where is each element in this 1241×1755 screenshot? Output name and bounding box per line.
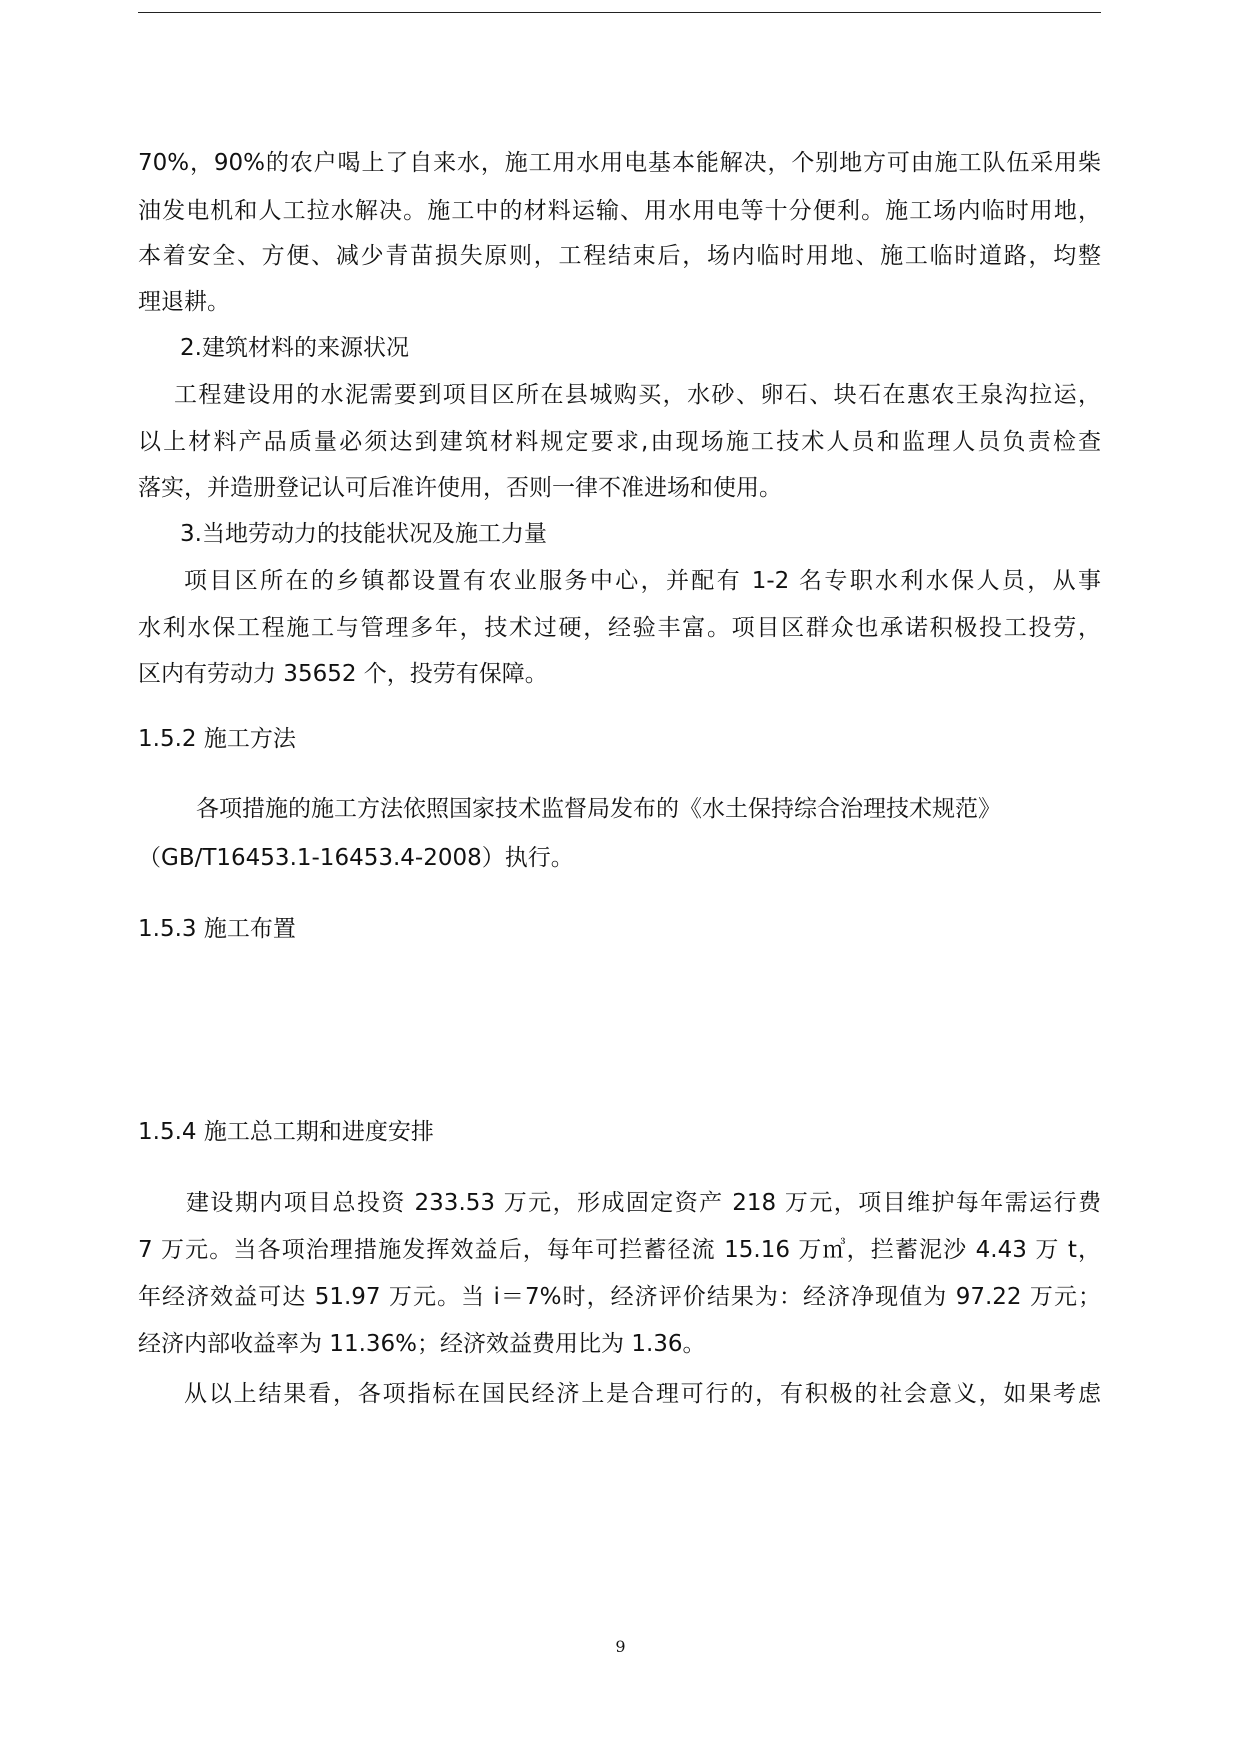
paragraph-line: 以上材料产品质量必须达到建筑材料规定要求,由现场施工技术人员和监理人员负责检查 xyxy=(138,429,1101,455)
paragraph-line: 工程建设用的水泥需要到项目区所在县城购买，水砂、卵石、块石在惠农王泉沟拉运， xyxy=(174,382,1101,408)
paragraph-line: （GB/T16453.1-16453.4-2008）执行。 xyxy=(138,845,574,871)
section-heading-1-5-2: 1.5.2 施工方法 xyxy=(138,726,296,752)
paragraph-line: 70%，90%的农户喝上了自来水，施工用水用电基本能解决，个别地方可由施工队伍采用柴 xyxy=(138,150,1101,176)
paragraph-line: 经济内部收益率为 11.36%；经济效益费用比为 1.36。 xyxy=(138,1331,706,1357)
paragraph-line: 建设期内项目总投资 233.53 万元，形成固定资产 218 万元，项目维护每年需运行费 xyxy=(186,1190,1101,1216)
paragraph-line: 水利水保工程施工与管理多年，技术过硬，经验丰富。项目区群众也承诺积极投工投劳， xyxy=(138,615,1101,641)
paragraph-line: 年经济效益可达 51.97 万元。当 i＝7%时，经济评价结果为：经济净现值为 97.22 万元； xyxy=(138,1284,1101,1310)
subheading-materials: 2.建筑材料的来源状况 xyxy=(180,335,409,361)
paragraph-line: 理退耕。 xyxy=(138,289,230,315)
page-number: 9 xyxy=(615,1637,626,1656)
paragraph-line: 项目区所在的乡镇都设置有农业服务中心，并配有 1-2 名专职水利水保人员，从事 xyxy=(184,568,1101,594)
section-heading-1-5-4: 1.5.4 施工总工期和进度安排 xyxy=(138,1119,434,1145)
paragraph-line: 区内有劳动力 35652 个，投劳有保障。 xyxy=(138,661,548,687)
paragraph-line: 7 万元。当各项治理措施发挥效益后，每年可拦蓄径流 15.16 万㎥，拦蓄泥沙 4.43 万 t， xyxy=(138,1237,1101,1263)
paragraph-line: 从以上结果看，各项指标在国民经济上是合理可行的，有积极的社会意义，如果考虑 xyxy=(184,1381,1101,1407)
subheading-labour: 3.当地劳动力的技能状况及施工力量 xyxy=(180,521,547,547)
paragraph-line: 本着安全、方便、减少青苗损失原则，工程结束后，场内临时用地、施工临时道路，均整 xyxy=(138,243,1101,269)
paragraph-line: 油发电机和人工拉水解决。施工中的材料运输、用水用电等十分便利。施工场内临时用地， xyxy=(138,198,1101,224)
paragraph-line: 落实，并造册登记认可后准许使用，否则一律不准进场和使用。 xyxy=(138,475,782,501)
paragraph-line: 各项措施的施工方法依照国家技术监督局发布的《水土保持综合治理技术规范》 xyxy=(196,796,1001,822)
section-heading-1-5-3: 1.5.3 施工布置 xyxy=(138,916,296,942)
header-rule xyxy=(138,12,1101,13)
